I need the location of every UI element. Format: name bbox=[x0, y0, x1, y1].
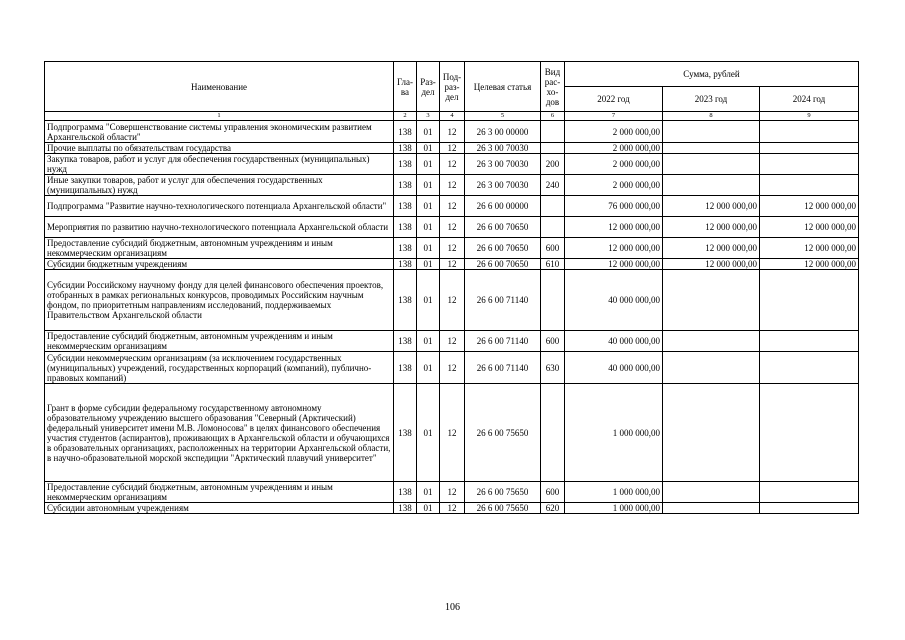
row-chapter: 138 bbox=[394, 217, 417, 238]
header-section: Раз-дел bbox=[417, 62, 440, 112]
col-num: 6 bbox=[541, 112, 565, 121]
row-name: Закупка товаров, работ и услуг для обеспечения государственных (муниципальных) нужд bbox=[45, 154, 394, 175]
row-sum-2024 bbox=[760, 270, 859, 331]
header-target: Целевая статья bbox=[465, 62, 541, 112]
col-num: 9 bbox=[760, 112, 859, 121]
header-expense-type: Вид рас-хо-дов bbox=[541, 62, 565, 112]
row-sum-2022: 12 000 000,00 bbox=[565, 259, 663, 270]
row-section: 01 bbox=[417, 238, 440, 259]
row-target: 26 6 00 71140 bbox=[465, 270, 541, 331]
row-sum-2022: 1 000 000,00 bbox=[565, 482, 663, 503]
row-sum-2023: 12 000 000,00 bbox=[663, 217, 760, 238]
row-sum-2022: 12 000 000,00 bbox=[565, 217, 663, 238]
row-sum-2023 bbox=[663, 175, 760, 196]
table-row bbox=[45, 270, 859, 331]
row-name: Грант в форме субсидии федеральному государственному автономному образовательному учреждению высшего образования "Северный (Арктический) федеральный университет имени М.В. Ломоносова" в целях финансового обеспечения участия студентов (аспирантов), проживающих в Архангельской области и обучающихся в образовательных организациях, расположенных на территории Архангельской области, в научно-образовательной морской экспедиции "Арктический плавучий университет" bbox=[45, 384, 394, 482]
row-name: Субсидии бюджетным учреждениям bbox=[45, 259, 394, 270]
row-sum-2023 bbox=[663, 331, 760, 352]
row-name: Предоставление субсидий бюджетным, автономным учреждениям и иным некоммерческим организациям bbox=[45, 331, 394, 352]
page-number: 106 bbox=[445, 602, 460, 613]
row-sum-2024 bbox=[760, 121, 859, 143]
row-target: 26 3 00 70030 bbox=[465, 154, 541, 175]
row-chapter: 138 bbox=[394, 154, 417, 175]
row-expense-type: 620 bbox=[541, 503, 565, 514]
row-sum-2023 bbox=[663, 121, 760, 143]
col-num: 3 bbox=[417, 112, 440, 121]
row-subsection: 12 bbox=[440, 217, 465, 238]
row-sum-2022: 40 000 000,00 bbox=[565, 352, 663, 384]
row-sum-2024 bbox=[760, 143, 859, 154]
table-row bbox=[45, 217, 859, 238]
row-name: Иные закупки товаров, работ и услуг для обеспечения государственных (муниципальных) нужд bbox=[45, 175, 394, 196]
row-sum-2024 bbox=[760, 175, 859, 196]
row-sum-2023 bbox=[663, 384, 760, 482]
row-name: Прочие выплаты по обязательствам государства bbox=[45, 143, 394, 154]
row-target: 26 3 00 70030 bbox=[465, 175, 541, 196]
row-sum-2024: 12 000 000,00 bbox=[760, 259, 859, 270]
col-num: 4 bbox=[440, 112, 465, 121]
row-sum-2024 bbox=[760, 154, 859, 175]
row-chapter: 138 bbox=[394, 259, 417, 270]
row-expense-type: 200 bbox=[541, 154, 565, 175]
row-name: Субсидии Российскому научному фонду для целей финансового обеспечения проектов, отобранных в рамках региональных конкурсов, проводимых Российским научным фондом, по приоритетным направлениям исследований, поддерживаемых Правительством Архангельской области bbox=[45, 270, 394, 331]
row-sum-2023: 12 000 000,00 bbox=[663, 238, 760, 259]
row-chapter: 138 bbox=[394, 121, 417, 143]
header-subsection: Под-раз-дел bbox=[440, 62, 465, 112]
row-expense-type: 600 bbox=[541, 238, 565, 259]
row-section: 01 bbox=[417, 259, 440, 270]
table-row bbox=[45, 503, 859, 514]
table-row bbox=[45, 175, 859, 196]
row-section: 01 bbox=[417, 154, 440, 175]
row-sum-2022: 1 000 000,00 bbox=[565, 503, 663, 514]
row-subsection: 12 bbox=[440, 175, 465, 196]
row-subsection: 12 bbox=[440, 196, 465, 217]
row-section: 01 bbox=[417, 143, 440, 154]
row-section: 01 bbox=[417, 270, 440, 331]
row-section: 01 bbox=[417, 384, 440, 482]
row-expense-type: 630 bbox=[541, 352, 565, 384]
row-sum-2022: 2 000 000,00 bbox=[565, 143, 663, 154]
row-sum-2024 bbox=[760, 352, 859, 384]
row-chapter: 138 bbox=[394, 384, 417, 482]
row-subsection: 12 bbox=[440, 121, 465, 143]
row-target: 26 6 00 00000 bbox=[465, 196, 541, 217]
row-target: 26 6 00 70650 bbox=[465, 259, 541, 270]
row-subsection: 12 bbox=[440, 270, 465, 331]
row-subsection: 12 bbox=[440, 238, 465, 259]
row-sum-2023: 12 000 000,00 bbox=[663, 196, 760, 217]
row-sum-2022: 2 000 000,00 bbox=[565, 175, 663, 196]
row-section: 01 bbox=[417, 121, 440, 143]
row-sum-2024 bbox=[760, 331, 859, 352]
row-sum-2022: 2 000 000,00 bbox=[565, 121, 663, 143]
table-row bbox=[45, 331, 859, 352]
row-subsection: 12 bbox=[440, 384, 465, 482]
row-target: 26 6 00 75650 bbox=[465, 384, 541, 482]
row-sum-2024: 12 000 000,00 bbox=[760, 196, 859, 217]
row-expense-type: 610 bbox=[541, 259, 565, 270]
row-subsection: 12 bbox=[440, 154, 465, 175]
row-section: 01 bbox=[417, 217, 440, 238]
header-chapter: Гла-ва bbox=[394, 62, 417, 112]
table-row bbox=[45, 143, 859, 154]
row-sum-2024 bbox=[760, 384, 859, 482]
table-row bbox=[45, 121, 859, 143]
row-chapter: 138 bbox=[394, 331, 417, 352]
row-chapter: 138 bbox=[394, 352, 417, 384]
row-name: Подпрограмма "Развитие научно-технологического потенциала Архангельской области" bbox=[45, 196, 394, 217]
header-year-2023: 2023 год bbox=[663, 87, 760, 112]
row-sum-2022: 2 000 000,00 bbox=[565, 154, 663, 175]
row-expense-type: 600 bbox=[541, 331, 565, 352]
col-num: 2 bbox=[394, 112, 417, 121]
row-sum-2023 bbox=[663, 143, 760, 154]
table-row bbox=[45, 259, 859, 270]
row-target: 26 6 00 70650 bbox=[465, 217, 541, 238]
row-subsection: 12 bbox=[440, 503, 465, 514]
row-subsection: 12 bbox=[440, 482, 465, 503]
row-sum-2022: 40 000 000,00 bbox=[565, 270, 663, 331]
row-sum-2023 bbox=[663, 503, 760, 514]
row-name: Субсидии некоммерческим организациям (за исключением государственных (муниципальных) учреждений, государственных корпораций (компаний), публично-правовых компаний) bbox=[45, 352, 394, 384]
table-row bbox=[45, 482, 859, 503]
row-sum-2023: 12 000 000,00 bbox=[663, 259, 760, 270]
row-sum-2022: 40 000 000,00 bbox=[565, 331, 663, 352]
row-sum-2024: 12 000 000,00 bbox=[760, 217, 859, 238]
row-target: 26 6 00 70650 bbox=[465, 238, 541, 259]
column-numbers-row bbox=[45, 112, 859, 121]
table-row bbox=[45, 384, 859, 482]
row-section: 01 bbox=[417, 352, 440, 384]
row-expense-type: 240 bbox=[541, 175, 565, 196]
table-row bbox=[45, 196, 859, 217]
table-row bbox=[45, 238, 859, 259]
row-subsection: 12 bbox=[440, 331, 465, 352]
table-row bbox=[45, 352, 859, 384]
row-sum-2022: 12 000 000,00 bbox=[565, 238, 663, 259]
row-target: 26 6 00 71140 bbox=[465, 352, 541, 384]
row-target: 26 3 00 00000 bbox=[465, 121, 541, 143]
row-name: Предоставление субсидий бюджетным, автономным учреждениям и иным некоммерческим организациям bbox=[45, 482, 394, 503]
row-target: 26 3 00 70030 bbox=[465, 143, 541, 154]
header-year-2022: 2022 год bbox=[565, 87, 663, 112]
row-subsection: 12 bbox=[440, 259, 465, 270]
row-chapter: 138 bbox=[394, 143, 417, 154]
row-chapter: 138 bbox=[394, 482, 417, 503]
row-target: 26 6 00 71140 bbox=[465, 331, 541, 352]
row-expense-type bbox=[541, 121, 565, 143]
row-section: 01 bbox=[417, 482, 440, 503]
row-name: Мероприятия по развитию научно-технологического потенциала Архангельской области bbox=[45, 217, 394, 238]
row-sum-2023 bbox=[663, 270, 760, 331]
row-chapter: 138 bbox=[394, 270, 417, 331]
col-num: 7 bbox=[565, 112, 663, 121]
header-sum: Сумма, рублей bbox=[565, 62, 859, 87]
budget-table bbox=[44, 61, 859, 514]
row-expense-type bbox=[541, 143, 565, 154]
row-section: 01 bbox=[417, 331, 440, 352]
row-section: 01 bbox=[417, 196, 440, 217]
row-expense-type bbox=[541, 217, 565, 238]
row-sum-2023 bbox=[663, 352, 760, 384]
col-num: 8 bbox=[663, 112, 760, 121]
row-sum-2023 bbox=[663, 154, 760, 175]
col-num: 1 bbox=[45, 112, 394, 121]
row-sum-2024: 12 000 000,00 bbox=[760, 238, 859, 259]
row-expense-type bbox=[541, 270, 565, 331]
row-chapter: 138 bbox=[394, 175, 417, 196]
header-year-2024: 2024 год bbox=[760, 87, 859, 112]
row-expense-type: 600 bbox=[541, 482, 565, 503]
row-sum-2024 bbox=[760, 503, 859, 514]
table-row bbox=[45, 154, 859, 175]
row-sum-2023 bbox=[663, 482, 760, 503]
row-chapter: 138 bbox=[394, 503, 417, 514]
row-section: 01 bbox=[417, 175, 440, 196]
row-name: Субсидии автономным учреждениям bbox=[45, 503, 394, 514]
row-name: Подпрограмма "Совершенствование системы управления экономическим развитием Архангельской области" bbox=[45, 121, 394, 143]
row-chapter: 138 bbox=[394, 238, 417, 259]
row-subsection: 12 bbox=[440, 352, 465, 384]
row-sum-2022: 1 000 000,00 bbox=[565, 384, 663, 482]
row-chapter: 138 bbox=[394, 196, 417, 217]
row-sum-2024 bbox=[760, 482, 859, 503]
row-target: 26 6 00 75650 bbox=[465, 482, 541, 503]
row-sum-2022: 76 000 000,00 bbox=[565, 196, 663, 217]
col-num: 5 bbox=[465, 112, 541, 121]
row-section: 01 bbox=[417, 503, 440, 514]
row-expense-type bbox=[541, 384, 565, 482]
header-name: Наименование bbox=[45, 62, 394, 112]
row-expense-type bbox=[541, 196, 565, 217]
row-name: Предоставление субсидий бюджетным, автономным учреждениям и иным некоммерческим организациям bbox=[45, 238, 394, 259]
row-target: 26 6 00 75650 bbox=[465, 503, 541, 514]
row-subsection: 12 bbox=[440, 143, 465, 154]
